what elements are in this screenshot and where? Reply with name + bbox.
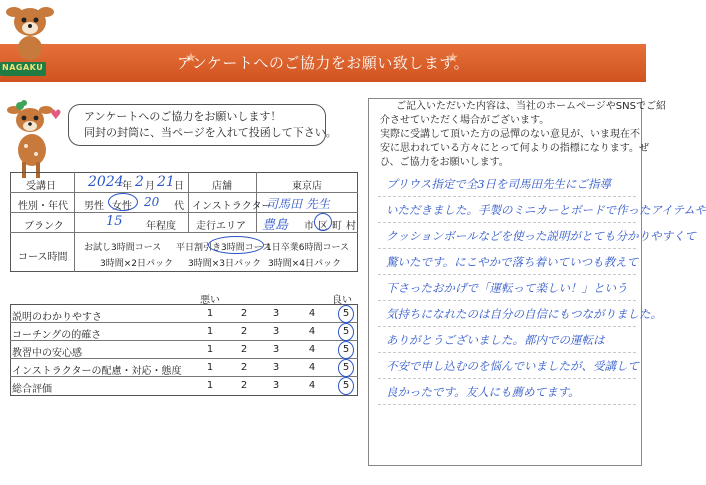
store-label: 店舗 <box>212 181 232 192</box>
age-unit: 代 <box>174 201 184 212</box>
bubble-text-1: アンケートへのご協力をお願いします！ <box>84 110 282 123</box>
rating-option[interactable]: 2 <box>240 326 248 337</box>
rating-option[interactable]: 5 <box>342 308 350 319</box>
rating-option[interactable]: 4 <box>308 362 316 373</box>
course-label: コース時間 <box>18 252 68 263</box>
writing-guide-line <box>378 352 636 353</box>
course-option-trial[interactable]: お試し3時間コース <box>84 243 162 253</box>
writing-guide-line <box>378 222 636 223</box>
date-label: 受講日 <box>26 181 56 192</box>
comment-instruction-line: ご記入いただいた内容は、当社のホームページやSNSでご紹 <box>396 101 666 112</box>
rating-label-comfort: 教習中の安心感 <box>12 348 82 359</box>
date-day-value[interactable]: 21 <box>157 174 175 190</box>
comment-line: 下さったおかげで「運転って楽しい！」という <box>386 281 628 295</box>
area-unit-city: 市 <box>304 221 314 232</box>
writing-guide-line <box>378 378 636 379</box>
rating-option[interactable]: 1 <box>206 380 214 391</box>
comment-line: 良かったです。友人にも薦めてます。 <box>386 385 580 399</box>
area-label: 走行エリア <box>196 221 246 232</box>
store-value: 東京店 <box>292 181 322 192</box>
rating-option[interactable]: 2 <box>240 362 248 373</box>
comment-line: いただきました。手製のミニカーとボードで作ったアイテムや <box>386 203 706 217</box>
date-year-value[interactable]: 2024 <box>88 174 124 190</box>
area-unit-town: 町 <box>332 221 342 232</box>
writing-guide-line <box>378 300 636 301</box>
comment-instruction-line: ひ、ご協力をお願いします。 <box>380 157 509 168</box>
area-unit-ward: 区 <box>318 221 328 232</box>
selected-rating-circle <box>338 323 354 341</box>
course-option-oneday[interactable]: 1日卒業6時間コース <box>266 243 350 253</box>
divider <box>10 212 358 213</box>
rating-option[interactable]: 1 <box>206 326 214 337</box>
area-value[interactable]: 豊島 <box>262 218 289 233</box>
year-unit: 年 <box>122 181 132 192</box>
gender-male-option[interactable]: 男性 <box>84 201 104 212</box>
writing-guide-line <box>378 248 636 249</box>
rating-option[interactable]: 5 <box>342 344 350 355</box>
banner-title: アンケートへのご協力をお願い致します。 <box>176 54 470 72</box>
writing-guide-line <box>378 274 636 275</box>
rating-option[interactable]: 3 <box>272 380 280 391</box>
selected-rating-circle <box>338 359 354 377</box>
divider <box>188 172 189 232</box>
rating-option[interactable]: 3 <box>272 362 280 373</box>
area-unit-village: 村 <box>346 221 356 232</box>
rating-label-coaching: コーチングの的確さ <box>12 330 102 341</box>
rating-option[interactable]: 5 <box>342 380 350 391</box>
comment-line: 不安で申し込むのを悩んでいましたが、受講して <box>386 359 639 373</box>
writing-guide-line <box>378 196 636 197</box>
gender-female-option[interactable]: 女性 <box>112 201 132 212</box>
selected-circle <box>208 236 264 254</box>
writing-guide-line <box>378 326 636 327</box>
comment-instruction-line: 安に思われている方々にとって何よりの指標になります。ぜ <box>380 143 649 154</box>
divider <box>74 172 75 272</box>
rating-option[interactable]: 4 <box>308 344 316 355</box>
comment-line: クッションボールなどを使った説明がとても分かりやすくて <box>386 229 697 243</box>
bubble-text-2: 同封の封筒に、当ページを入れて投函して下さい。 <box>84 126 337 139</box>
rating-option[interactable]: 1 <box>206 344 214 355</box>
day-unit: 日 <box>174 181 184 192</box>
comment-line: プリウス指定で全3日を司馬田先生にご指導 <box>386 177 612 191</box>
rating-bad-label: 悪い <box>200 295 220 306</box>
blank-label: ブランク <box>24 221 64 232</box>
age-value[interactable]: 20 <box>144 195 160 209</box>
divider <box>10 192 358 193</box>
instructor-label: インストラクター <box>192 201 272 212</box>
course-option-weekday[interactable]: 平日割引き3時間コース <box>176 243 272 253</box>
writing-guide-line <box>378 404 636 405</box>
rating-option[interactable]: 1 <box>206 362 214 373</box>
rating-option[interactable]: 5 <box>342 326 350 337</box>
rating-option[interactable]: 3 <box>272 344 280 355</box>
date-month-value[interactable]: 2 <box>135 174 144 190</box>
heart-icon: ♥ <box>50 108 62 123</box>
comment-line: ありがとうございました。都内での運転は <box>386 333 605 347</box>
blank-value[interactable]: 15 <box>106 214 123 229</box>
rating-label-attitude: インストラクターの配慮・対応・態度 <box>12 366 182 377</box>
selected-circle <box>108 193 138 211</box>
rating-option[interactable]: 4 <box>308 326 316 337</box>
instructor-value[interactable]: 司馬田 先生 <box>266 197 330 211</box>
comment-line: 驚いたです。にこやかで落ち着いていつも教えて <box>386 255 639 269</box>
comment-line: 気持ちになれたのは自分の自信にもつながりました。 <box>386 307 662 321</box>
rating-option[interactable]: 1 <box>206 308 214 319</box>
selected-rating-circle <box>338 305 354 323</box>
selected-rating-circle <box>338 341 354 359</box>
rating-option[interactable]: 3 <box>272 308 280 319</box>
rating-label-overall: 総合評価 <box>12 384 52 395</box>
rating-label-clarity: 説明のわかりやすさ <box>12 312 102 323</box>
rating-good-label: 良い <box>332 295 352 306</box>
rating-option[interactable]: 2 <box>240 380 248 391</box>
divider <box>10 232 358 233</box>
comment-instruction-line: 介させていただく場合がございます。 <box>380 115 550 126</box>
gender-age-label: 性別・年代 <box>18 201 68 212</box>
logo: NAGAKU <box>2 63 44 72</box>
course-option-2day[interactable]: 3時間×2日パック <box>100 259 173 269</box>
rating-option[interactable]: 5 <box>342 362 350 373</box>
rating-option[interactable]: 2 <box>240 344 248 355</box>
rating-option[interactable]: 4 <box>308 308 316 319</box>
rating-option[interactable]: 2 <box>240 308 248 319</box>
comment-instruction-line: 実際に受講して頂いた方の忌憚のない意見が、いま現在不 <box>380 129 640 140</box>
selected-circle <box>314 213 332 231</box>
course-option-4day[interactable]: 3時間×4日パック <box>268 259 341 269</box>
rating-option[interactable]: 4 <box>308 380 316 391</box>
rating-option[interactable]: 3 <box>272 326 280 337</box>
month-unit: 月 <box>145 181 155 192</box>
deer-mascot-icon <box>0 0 62 96</box>
selected-rating-circle <box>338 377 354 395</box>
blank-unit: 年程度 <box>146 221 176 232</box>
course-option-3day[interactable]: 3時間×3日パック <box>188 259 261 269</box>
